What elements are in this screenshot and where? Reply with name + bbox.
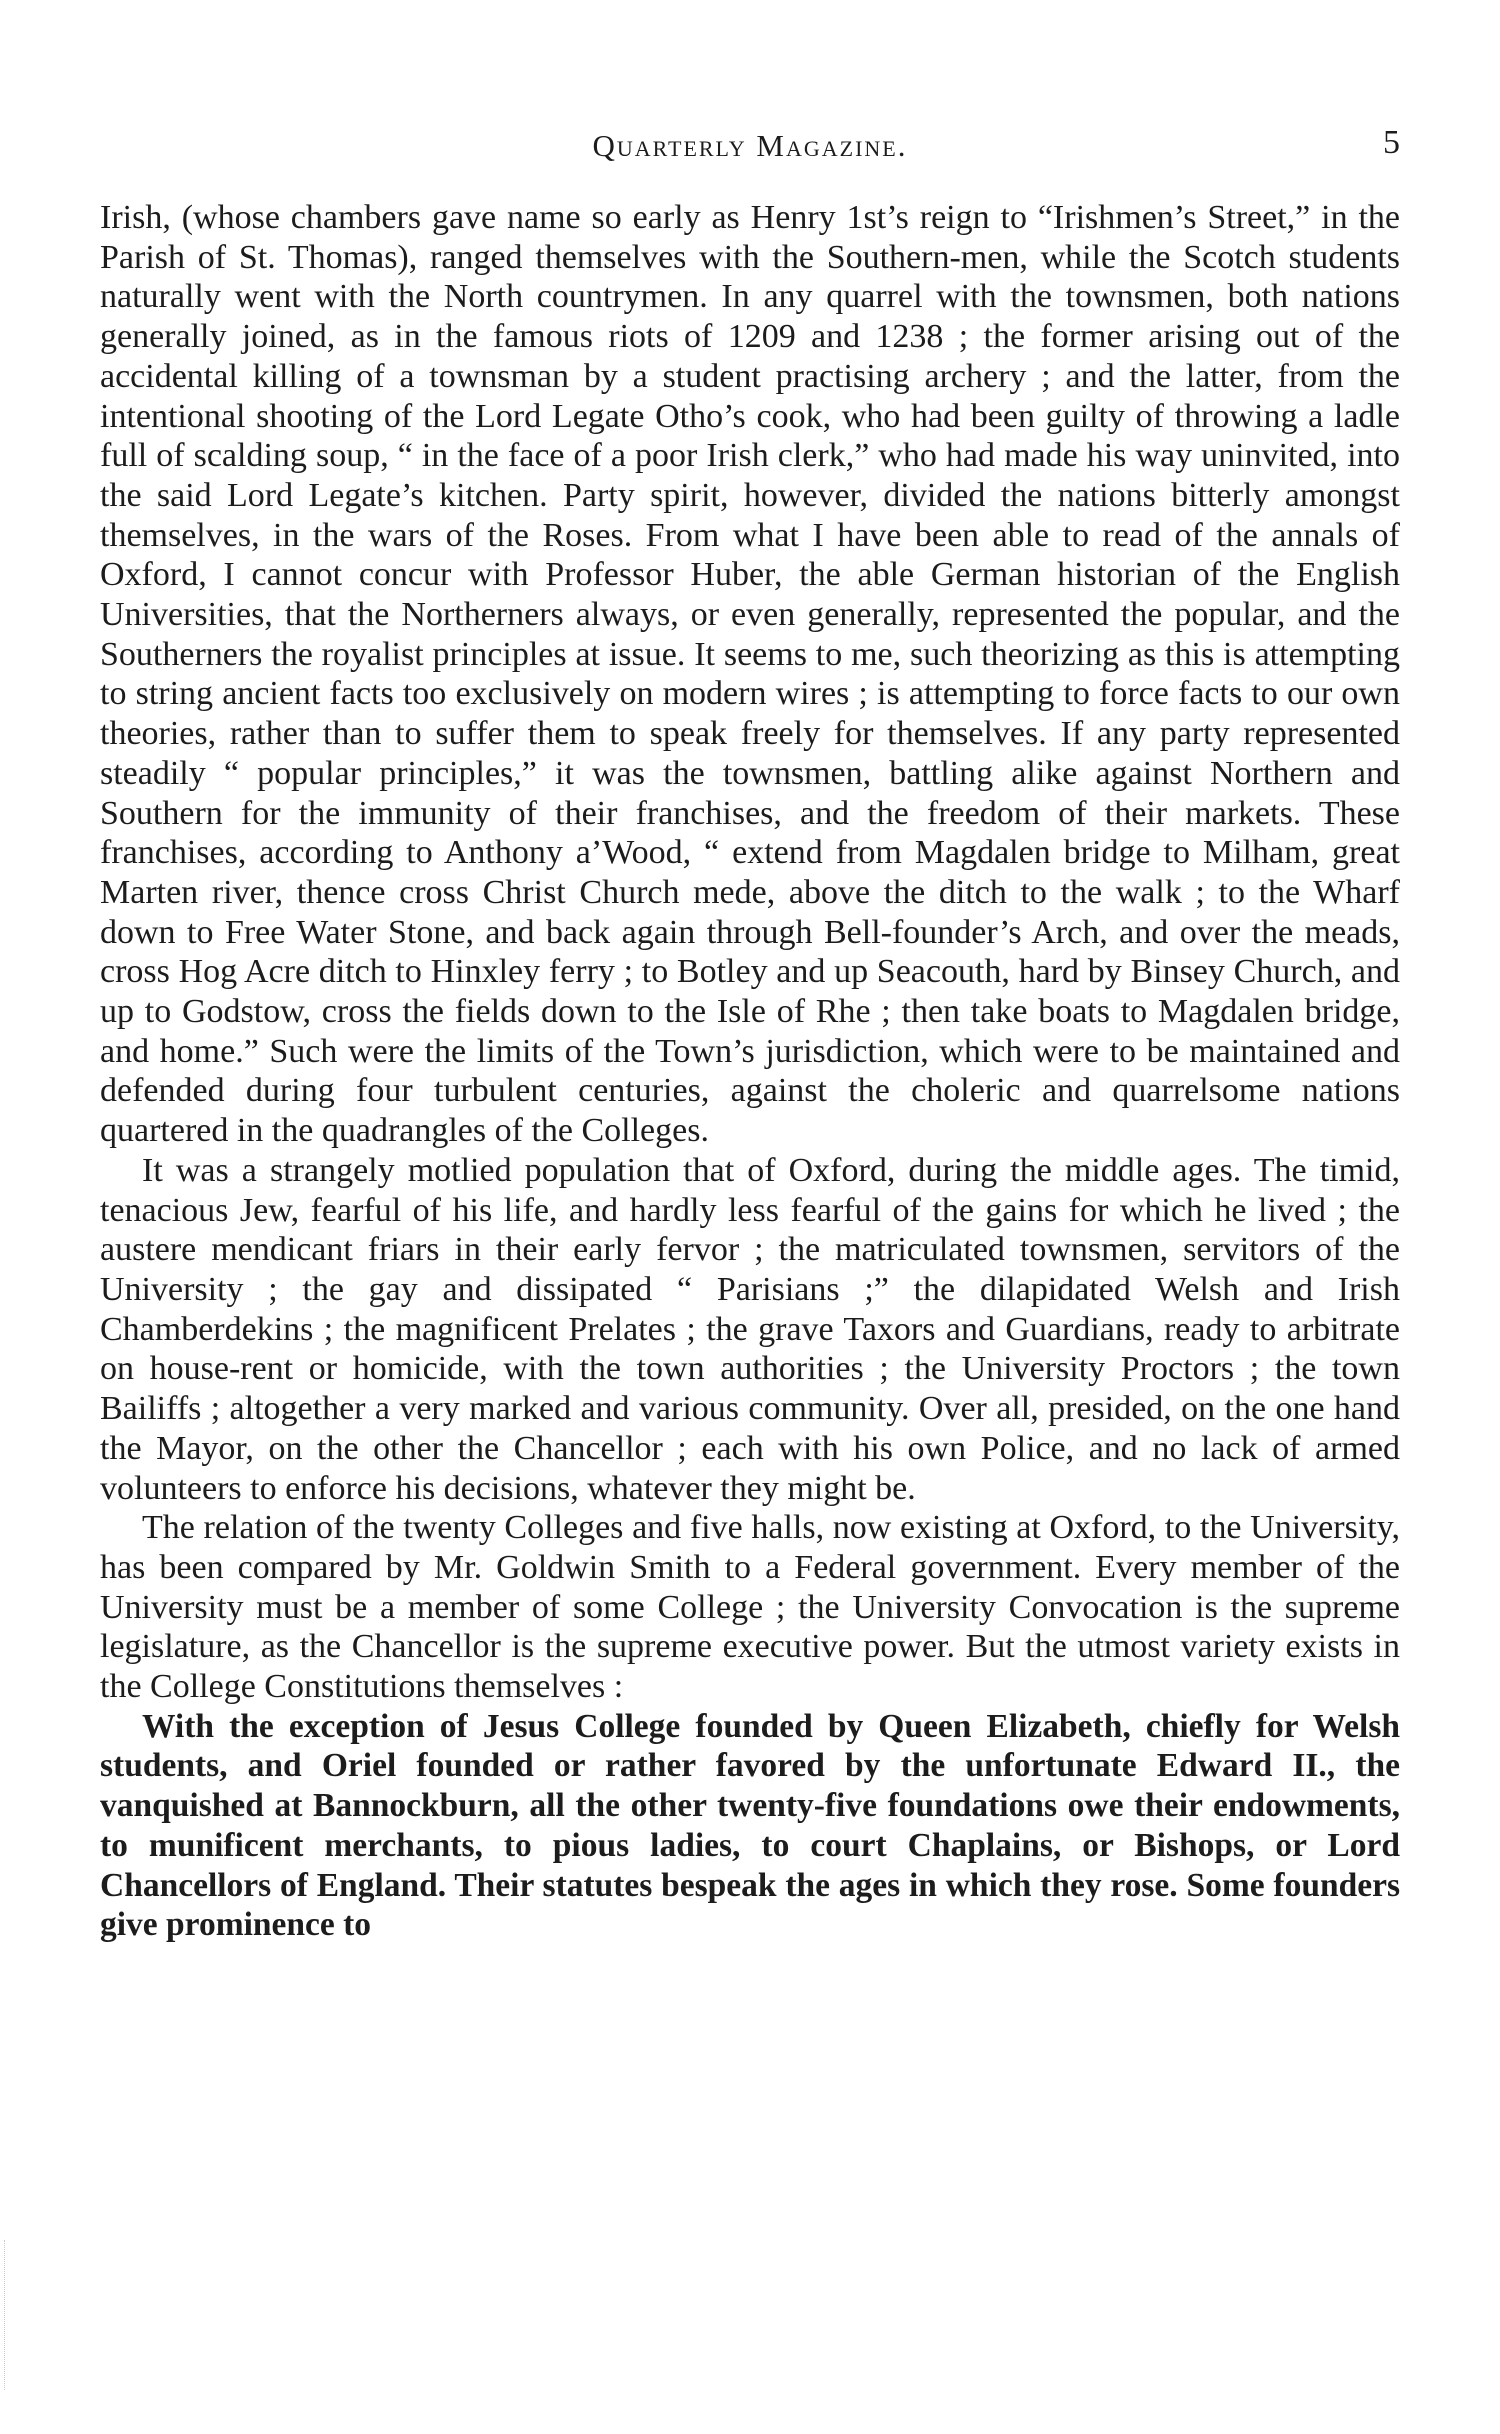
paragraph-federal-relation: The relation of the twenty Colleges and five halls, now existing at Oxford, to the University, has been compared by Mr. Goldwin Smith to a Federal government. Every member of the University must be a member of some College ; the University Convocation is the supreme legislature, as the Chancellor is the supreme executive power. But the utmost variety exists in the College Constitutions themselves : xyxy=(100,1509,1400,1706)
article-body xyxy=(100,198,1400,1945)
paragraph-nations: Irish, (whose chambers gave name so early as Henry 1st’s reign to “Irishmen’s Street,” in the Parish of St. Thomas), ranged themselves with the Southern-men, while the Scotch students naturally went with the North countrymen. In any quarrel with the townsmen, both nations generally joined, as in the famous riots of 1209 and 1238 ; the former arising out of the accidental killing of a townsman by a student practising archery ; and the latter, from the intentional shooting of the Lord Legate Otho’s cook, who had been guilty of throwing a ladle full of scalding soup, “ in the face of a poor Irish clerk,” who had made his way uninvited, into the said Lord Legate’s kitchen. Party spirit, however, divided the nations bitterly amongst themselves, in the wars of the Roses. From what I have been able to read of the annals of Oxford, I cannot concur with Professor Huber, the able German historian of the English Universities, that the Northerners always, or even generally, represented the popular, and the Southerners the royalist principles at issue. It seems to me, such theorizing as this is attempting to string ancient facts too exclusively on modern wires ; is attempting to force facts to our own theories, rather than to suffer them to speak freely for themselves. If any party represented steadily “ popular principles,” it was the townsmen, battling alike against Northern and Southern for the immunity of their franchises, and the freedom of their markets. These franchises, according to Anthony a’Wood, “ extend from Magdalen bridge to Milham, great Marten river, thence cross Christ Church mede, above the ditch to the walk ; to the Wharf down to Free Water Stone, and back again through Bell-founder’s Arch, and over the meads, cross Hog Acre ditch to Hinxley ferry ; to Botley and up Seacouth, hard by Binsey Church, and up to Godstow, cross the fields down to the Isle of Rhe ; then take boats to Magdalen bridge, and home.” Such were the limits of the Town’s jurisdiction, which were to be maintained and defended during four turbulent centuries, against the choleric and quarrelsome nations quartered in the quadrangles of the Colleges. xyxy=(100,199,1400,1150)
running-head: Quarterly Magazine. xyxy=(592,128,908,163)
paragraph-population: It was a strangely motlied population that of Oxford, during the middle ages. The timid, tenacious Jew, fearful of his life, and hardly less fearful of the gains for which he lived ; the austere mendicant friars in their early fervor ; the matriculated townsmen, servitors of the University ; the gay and dissipated “ Parisians ;” the dilapidated Welsh and Irish Chamberdekins ; the magnificent Prelates ; the grave Taxors and Guardians, ready to arbitrate on house-rent or homicide, with the town authorities ; the University Proctors ; the town Bailiffs ; altogether a very marked and various community. Over all, presided, on the one hand the Mayor, on the other the Chancellor ; each with his own Police, and no lack of armed volunteers to enforce his decisions, whatever they might be. xyxy=(100,1151,1400,1507)
paragraph-foundations: With the exception of Jesus College founded by Queen Elizabeth, chiefly for Welsh students, and Oriel founded or rather favored by the unfortunate Edward II., the vanquished at Bannockburn, all the other twenty-five foundations owe their endowments, to munificent merchants, to pious ladies, to court Chaplains, or Bishops, or Lord Chancellors of England. Their statutes bespeak the ages in which they rose. Some founders give prominence to xyxy=(100,1707,1400,1944)
page-header xyxy=(100,124,1400,178)
margin-artifact xyxy=(4,2240,7,2390)
page-number: 5 xyxy=(1383,124,1400,161)
